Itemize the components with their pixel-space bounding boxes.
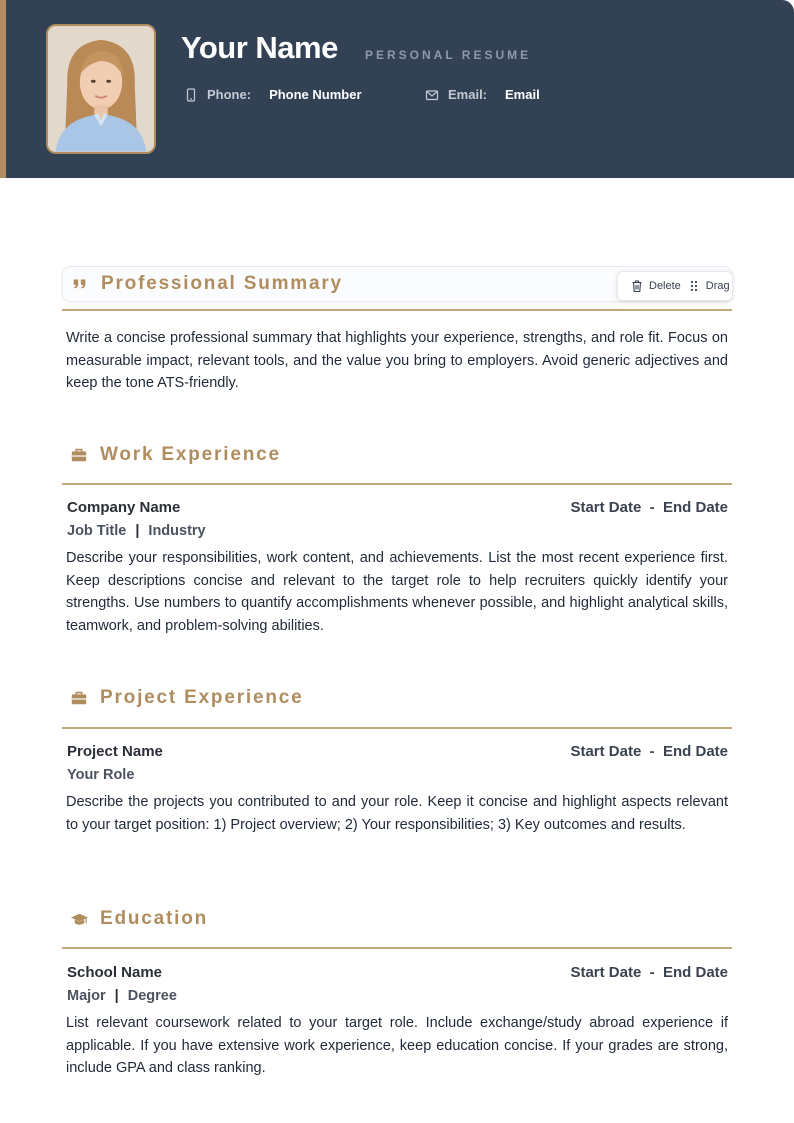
delete-button[interactable] [630,279,681,293]
work-start-date: Start Date [570,499,642,516]
school-name[interactable]: School Name [67,964,163,981]
project-end-date: End Date [662,743,728,760]
section-header-work[interactable] [62,437,732,473]
section-title-education: Education [100,908,209,929]
education-start-date: Start Date [570,964,642,981]
degree[interactable]: Degree [127,988,177,1004]
work-end-date: End Date [662,499,728,516]
section-header-project[interactable] [62,680,732,716]
drag-dots-icon [687,279,701,293]
section-title-project: Project Experience [100,687,304,708]
full-name[interactable]: Your Name [181,30,338,65]
contact-phone [184,87,362,102]
education-description[interactable]: List relevant coursework related to your target role. Include exchange/study abroad experience if applicable. If you have extensive work experience, keep education concise. If your grades are strong, include GPA and class ranking. [66,1015,728,1076]
work-dates[interactable] [570,499,728,516]
phone-value[interactable]: Phone Number [269,87,362,102]
quote-icon [69,273,91,295]
work-entry-header [67,499,728,516]
profile-photo[interactable] [46,24,156,154]
section-divider [62,947,732,949]
project-role[interactable]: Your Role [67,767,135,783]
date-dash: - [649,964,655,981]
project-dates[interactable] [570,743,728,760]
section-divider [62,309,732,311]
education-dates[interactable] [570,964,728,981]
section-divider [62,483,732,485]
trash-icon [630,279,644,293]
profile-photo-image [48,26,154,152]
project-start-date: Start Date [570,743,642,760]
date-dash: - [649,499,655,516]
phone-label: Phone: [207,87,252,102]
section-title-summary: Professional Summary [101,273,343,294]
email-label: Email: [448,87,488,102]
education-entry-sub [67,988,177,1004]
project-name[interactable]: Project Name [67,743,163,760]
briefcase-icon [68,687,90,709]
delete-label: Delete [649,280,681,292]
project-description[interactable]: Describe the projects you contributed to and your role. Keep it concise and highlight aspects relevant to your target position: 1) Project overview; 2) Your responsibilities; 3) Key outcomes and results. [66,794,728,833]
education-end-date: End Date [662,964,728,981]
briefcase-icon [68,444,90,466]
section-header-education[interactable] [62,901,732,937]
separator: | [114,988,119,1004]
major[interactable]: Major [67,988,106,1004]
resume-subtitle: PERSONAL RESUME [365,48,532,62]
work-description[interactable]: Describe your responsibilities, work content, and achievements. List the most recent experience first. Keep descriptions concise and relevant to the target role to help recruiters quickly identify your strengths. Use numbers to quantify accomplishments whenever possible, and highlight analytical skills, teamwork, and problem-solving abilities. [66,550,728,634]
education-entry-header [67,964,728,981]
drag-label: Drag [705,280,730,292]
contact-email [425,87,540,102]
phone-icon [184,88,198,102]
date-dash: - [649,743,655,760]
summary-text[interactable]: Write a concise professional summary that highlights your experience, strengths, and role fit. Focus on measurable impact, relevant tools, and the value you bring to employers. Avoid generic adjectives and keep the tone ATS-friendly. [66,330,728,391]
project-entry-header [67,743,728,760]
drag-handle[interactable] [687,279,730,293]
section-divider [62,727,732,729]
email-value[interactable]: Email [505,87,540,102]
resume-header [0,0,794,178]
project-entry-sub [67,767,134,783]
industry[interactable]: Industry [148,523,206,539]
job-title[interactable]: Job Title [67,523,127,539]
graduation-cap-icon [68,908,90,930]
company-name[interactable]: Company Name [67,499,181,516]
section-title-work: Work Experience [100,444,281,465]
separator: | [135,523,140,539]
section-toolbar [617,271,733,301]
email-icon [425,88,439,102]
work-entry-sub [67,523,206,539]
